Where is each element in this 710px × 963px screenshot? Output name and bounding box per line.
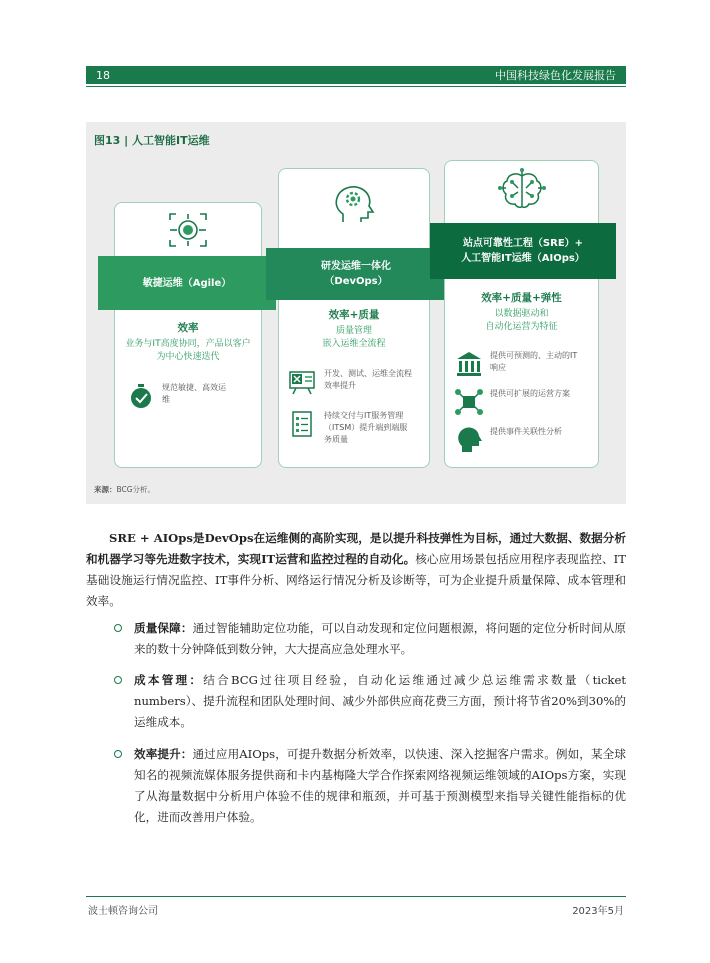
agile-item bbox=[126, 382, 256, 410]
devops-subtitle-2: 嵌入运维全流程 bbox=[322, 339, 386, 349]
header-divider bbox=[86, 86, 626, 87]
devops-heading: 效率+质量 bbox=[328, 309, 380, 321]
devops-item-1-text: 开发、测试、运维全流程效率提升 bbox=[324, 369, 412, 390]
footer-divider bbox=[86, 896, 626, 897]
source-label: 来源： bbox=[94, 485, 117, 494]
agile-item-text: 规范敏捷、高效运维 bbox=[162, 383, 226, 404]
aiops-banner-line1: 站点可靠性工程（SRE）+ bbox=[462, 238, 584, 249]
agile-subtitle: 业务与IT高度协同，产品以客户为中心快速迭代 bbox=[125, 339, 251, 362]
bullet-marker bbox=[114, 624, 122, 632]
checklist-icon bbox=[288, 410, 318, 438]
gear-head-icon bbox=[331, 182, 377, 226]
network-icon bbox=[454, 388, 484, 416]
bullet-text: 通过应用AIOps，可提升数据分析效率，以快速、深入挖掘客户需求。例如，某全球知名的视频流媒体服务提供商和卡内基梅隆大学合作探索网络视频运维领域的AIOps方案，实现了从海量数据中分析用户体验不佳的规律和瓶颈，并可基于预测模型来指导关键性能指标的优化，进而改善用户体验。 bbox=[134, 747, 626, 824]
target-icon bbox=[166, 210, 210, 250]
source-text: BCG分析。 bbox=[116, 485, 156, 494]
bullet-cost bbox=[112, 670, 626, 733]
footer-date: 2023年5月 bbox=[572, 906, 624, 917]
figure-title: 图13 | 人工智能IT运维 bbox=[94, 134, 210, 147]
devops-item bbox=[288, 410, 424, 446]
devops-item bbox=[288, 368, 424, 396]
figure-source bbox=[94, 484, 155, 495]
bullet-quality bbox=[112, 618, 626, 660]
head-icon bbox=[454, 426, 484, 454]
intro-rest: 核心应用场景包括应用程序表现监控、IT基础设施运行情况监控、IT事件分析、网络运行情况分析及诊断等，可为企业提升质量保障、成本管理和效率。 bbox=[86, 552, 626, 608]
agile-heading: 效率 bbox=[177, 322, 199, 334]
aiops-item bbox=[454, 426, 594, 454]
aiops-item-1-text: 提供可预测的、主动的IT响应 bbox=[490, 351, 578, 372]
bullet-label: 成本管理： bbox=[134, 673, 204, 687]
devops-banner-line1: 研发运维一体化 bbox=[321, 261, 391, 272]
agile-banner-text: 敏捷运维（Agile） bbox=[142, 277, 232, 289]
devops-item-2-text: 持续交付与IT服务管理（ITSM）提升端到端服务质量 bbox=[324, 411, 408, 444]
devops-banner-line2: （DevOps） bbox=[324, 276, 388, 287]
ai-brain-icon bbox=[498, 168, 546, 214]
aiops-banner-line2: 人工智能IT运维（AIOps） bbox=[461, 253, 585, 264]
figure-panel bbox=[86, 122, 626, 504]
aiops-subtitle-2: 自动化运营为特征 bbox=[485, 322, 558, 332]
bullet-label: 质量保障： bbox=[134, 621, 193, 635]
agile-banner bbox=[98, 256, 276, 310]
aiops-subtitle-1: 以数据驱动和 bbox=[494, 309, 549, 319]
bullet-text: 结合BCG过往项目经验，自动化运维通过减少总运维需求数量（ticket numbers）、提升流程和团队处理时间、减少外部供应商花费三方面，预计将节省20%到30%的运维成本。 bbox=[134, 673, 626, 729]
aiops-item bbox=[454, 388, 594, 416]
bullet-marker bbox=[114, 750, 122, 758]
page-number: 18 bbox=[96, 68, 110, 82]
bullet-marker bbox=[114, 676, 122, 684]
aiops-heading: 效率+质量+弹性 bbox=[481, 292, 562, 304]
report-title: 中国科技绿色化发展报告 bbox=[495, 69, 616, 82]
bullet-text: 通过智能辅助定位功能，可以自动发现和定位问题根源，将问题的定位分析时间从原来的数十分钟降低到数分钟，大大提高应急处理水平。 bbox=[134, 621, 626, 656]
code-board-icon bbox=[288, 368, 318, 396]
header-bar bbox=[86, 66, 626, 84]
stopwatch-icon bbox=[126, 382, 156, 410]
bullet-efficiency bbox=[112, 744, 626, 828]
aiops-item-2-text: 提供可扩展的运营方案 bbox=[490, 389, 570, 398]
devops-banner bbox=[266, 248, 446, 300]
intro-paragraph bbox=[86, 528, 626, 612]
bullet-label: 效率提升： bbox=[134, 747, 193, 761]
intro-bold: SRE + AIOps是DevOps在运维侧的高阶实现，是以提升科技弹性为目标，通过大数据、数据分析和机器学习等先进数字技术，实现IT运营和监控过程的自动化。 bbox=[86, 531, 626, 566]
aiops-banner bbox=[430, 223, 616, 279]
aiops-item-3-text: 提供事件关联性分析 bbox=[490, 427, 562, 436]
devops-subtitle-1: 质量管理 bbox=[335, 326, 372, 336]
building-icon bbox=[454, 350, 484, 378]
footer-company: 波士顿咨询公司 bbox=[88, 906, 158, 917]
aiops-item bbox=[454, 350, 594, 378]
